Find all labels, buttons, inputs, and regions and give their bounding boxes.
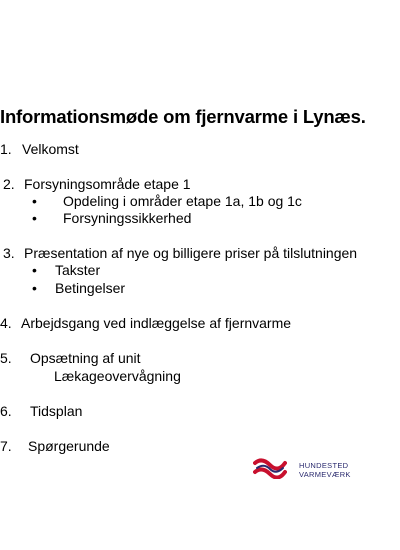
agenda-item-6: Tidsplan xyxy=(30,403,83,419)
agenda-subitem-5-1: Lækageovervågning xyxy=(54,368,181,384)
bullet-icon: • xyxy=(32,280,37,296)
slide-title: Informationsmøde om fjernvarme i Lynæs. xyxy=(0,106,366,127)
agenda-item-7: Spørgerunde xyxy=(28,438,110,454)
agenda-subitem-2-2: Forsyningssikkerhed xyxy=(63,210,192,226)
agenda-subitem-3-1: Takster xyxy=(55,262,101,278)
logo-text xyxy=(299,461,351,479)
agenda-item-5: Opsætning af unit xyxy=(30,350,141,366)
agenda-number-5: 5. xyxy=(0,350,12,366)
hundested-varmevaerk-logo xyxy=(253,457,363,487)
agenda-number-1: 1. xyxy=(0,141,12,157)
agenda-number-3: 3. xyxy=(3,245,15,261)
bullet-icon: • xyxy=(32,193,37,209)
agenda-subitem-2-1: Opdeling i områder etape 1a, 1b og 1c xyxy=(63,193,302,209)
agenda-number-4: 4. xyxy=(0,315,12,331)
logo-line-1: HUNDESTED xyxy=(299,461,349,470)
agenda-item-4: Arbejdsgang ved indlæggelse af fjernvarme xyxy=(21,315,292,331)
logo-mark-icon xyxy=(253,457,287,479)
bullet-icon: • xyxy=(32,262,37,278)
agenda-number-6: 6. xyxy=(0,403,12,419)
agenda-subitem-3-2: Betingelser xyxy=(55,280,126,296)
logo-line-2: VARMEVÆRK xyxy=(299,470,351,479)
agenda-item-2: Forsyningsområde etape 1 xyxy=(24,176,191,192)
bullet-icon: • xyxy=(32,210,37,226)
agenda-number-7: 7. xyxy=(0,438,12,454)
agenda-item-1: Velkomst xyxy=(22,141,79,157)
agenda-number-2: 2. xyxy=(3,176,15,192)
agenda-item-3: Præsentation af nye og billigere priser på tilslutningen xyxy=(24,245,358,261)
